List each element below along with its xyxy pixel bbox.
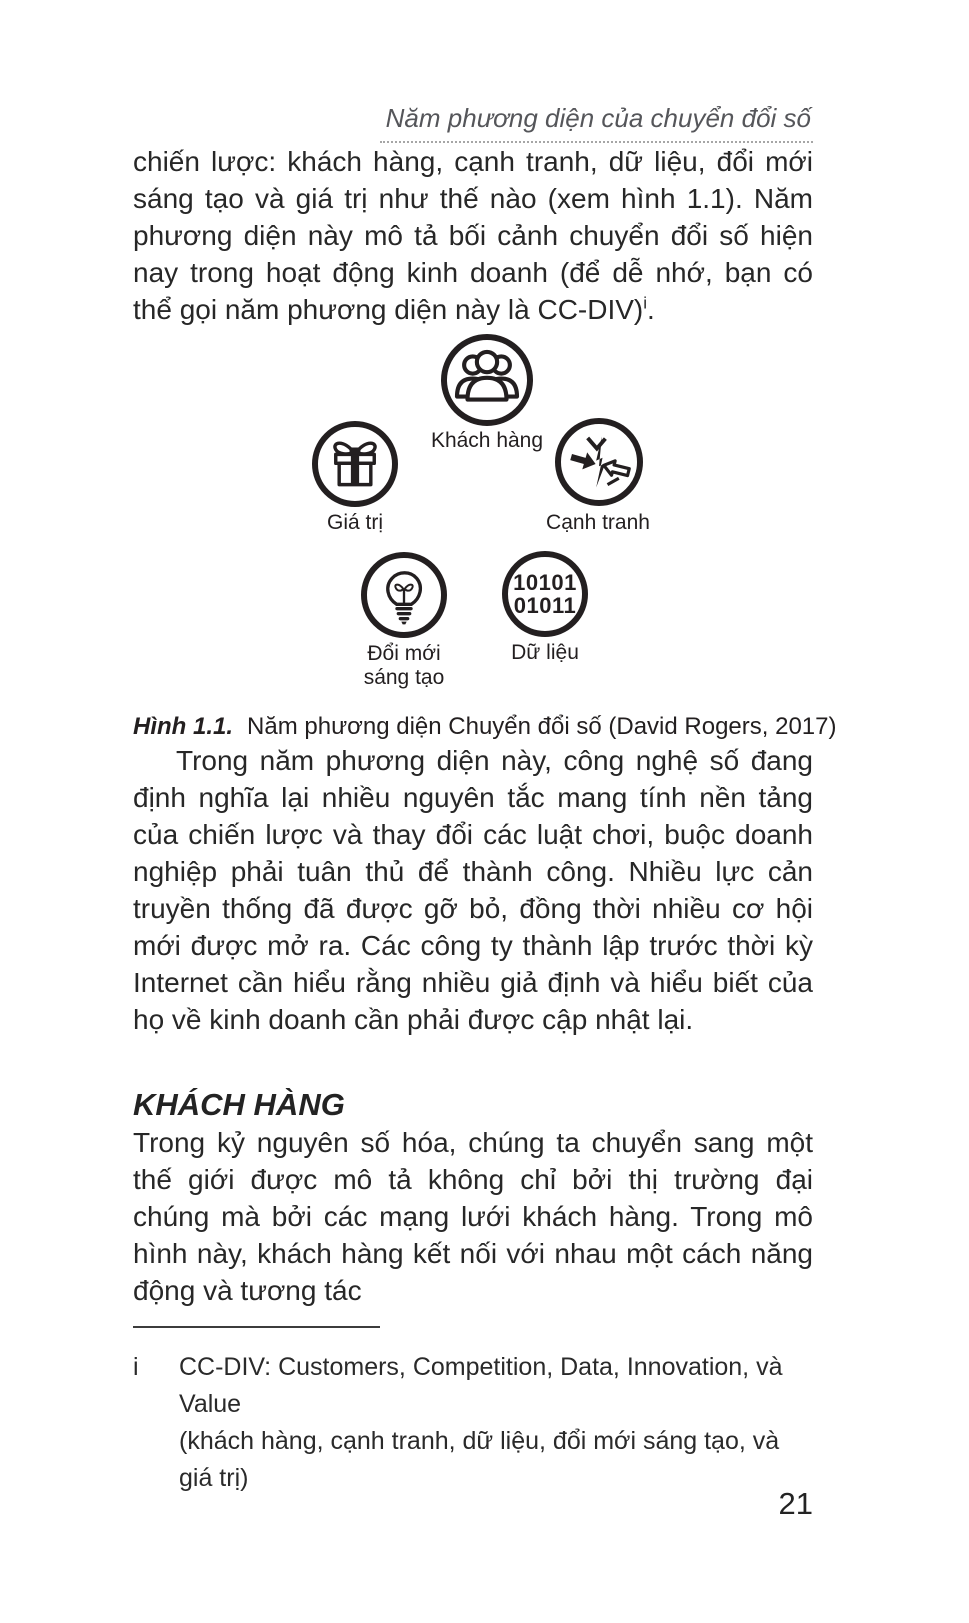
paragraph-2: Trong năm phương diện này, công nghệ số đang định nghĩa lại nhiều nguyên tắc mang tính nền tảng của chiến lược và thay đổi các luật chơi, buộc doanh nghiệp phải tuân thủ để thành công. Nhiều lực cản truyền thống đã được gỡ bỏ, đồng thời nhiều cơ hội mới được mở ra. Các công ty thành lập trước thời kỳ Internet cần hiểu rằng nhiều giả định và hiểu biết của họ về kinh doanh cần phải được cập nhật lại.	[133, 745, 813, 1035]
data-icon	[502, 551, 588, 637]
figure-caption-number: Hình 1.1.	[133, 713, 234, 740]
innovation-label-line2: sáng tạo	[363, 666, 445, 689]
binary-text-line1: 10101	[513, 570, 577, 595]
paragraph-1	[133, 143, 813, 328]
running-head-title: Năm phương diện của chuyển đổi số	[380, 103, 813, 143]
gift-icon	[322, 431, 388, 497]
binary-text-line2: 01011	[513, 593, 577, 618]
footnote-line1: CC-DIV: Customers, Competition, Data, Innovation, và Value	[179, 1353, 783, 1418]
footnote-reference: i	[643, 293, 648, 313]
figure-1-1	[133, 334, 813, 689]
lightbulb-icon	[372, 563, 436, 627]
clashing-arrows-icon	[565, 428, 633, 496]
running-head	[133, 103, 813, 143]
customers-icon	[441, 334, 533, 426]
page-number: 21	[778, 1486, 813, 1521]
footnote-line2: (khách hàng, cạnh tranh, dữ liệu, đổi mới sáng tạo, và giá trị)	[179, 1427, 780, 1492]
innovation-icon	[361, 552, 447, 638]
footnote-block	[133, 1326, 813, 1497]
people-group-icon	[451, 344, 523, 416]
customers-label: Khách hàng	[430, 429, 544, 452]
footnote	[133, 1349, 813, 1497]
figure-caption-text: Năm phương diện Chuyển đổi số (David Rogers, 2017)	[247, 713, 837, 740]
footnote-text	[179, 1349, 813, 1497]
figure-caption	[133, 712, 837, 742]
paragraph-3: Trong kỷ nguyên số hóa, chúng ta chuyển sang một thế giới được mô tả không chỉ bởi thị trường đại chúng mà bởi các mạng lưới khách hàng. Trong mô hình này, khách hàng kết nối với nhau một cách năng động và tương tác	[133, 1127, 813, 1306]
paragraph-1-period: .	[647, 294, 655, 325]
footnote-rule	[133, 1326, 380, 1328]
value-icon	[312, 421, 398, 507]
competition-icon	[555, 418, 643, 506]
paragraph-1-text: chiến lược: khách hàng, cạnh tranh, dữ liệu, đổi mới sáng tạo và giá trị như thế nào (xem hình 1.1). Năm phương diện này mô tả bối cảnh chuyển đổi số hiện nay trong hoạt động kinh doanh (để dễ nhớ, bạn có thể gọi năm phương diện này là CC-DIV)	[133, 146, 813, 325]
footnote-marker: i	[133, 1353, 139, 1381]
data-label: Dữ liệu	[511, 641, 579, 664]
section-heading-khach-hang: KHÁCH HÀNG	[133, 1087, 345, 1122]
competition-label: Cạnh tranh	[546, 511, 650, 534]
value-label: Giá trị	[326, 511, 383, 534]
innovation-label-line1: Đổi mới	[367, 642, 441, 665]
